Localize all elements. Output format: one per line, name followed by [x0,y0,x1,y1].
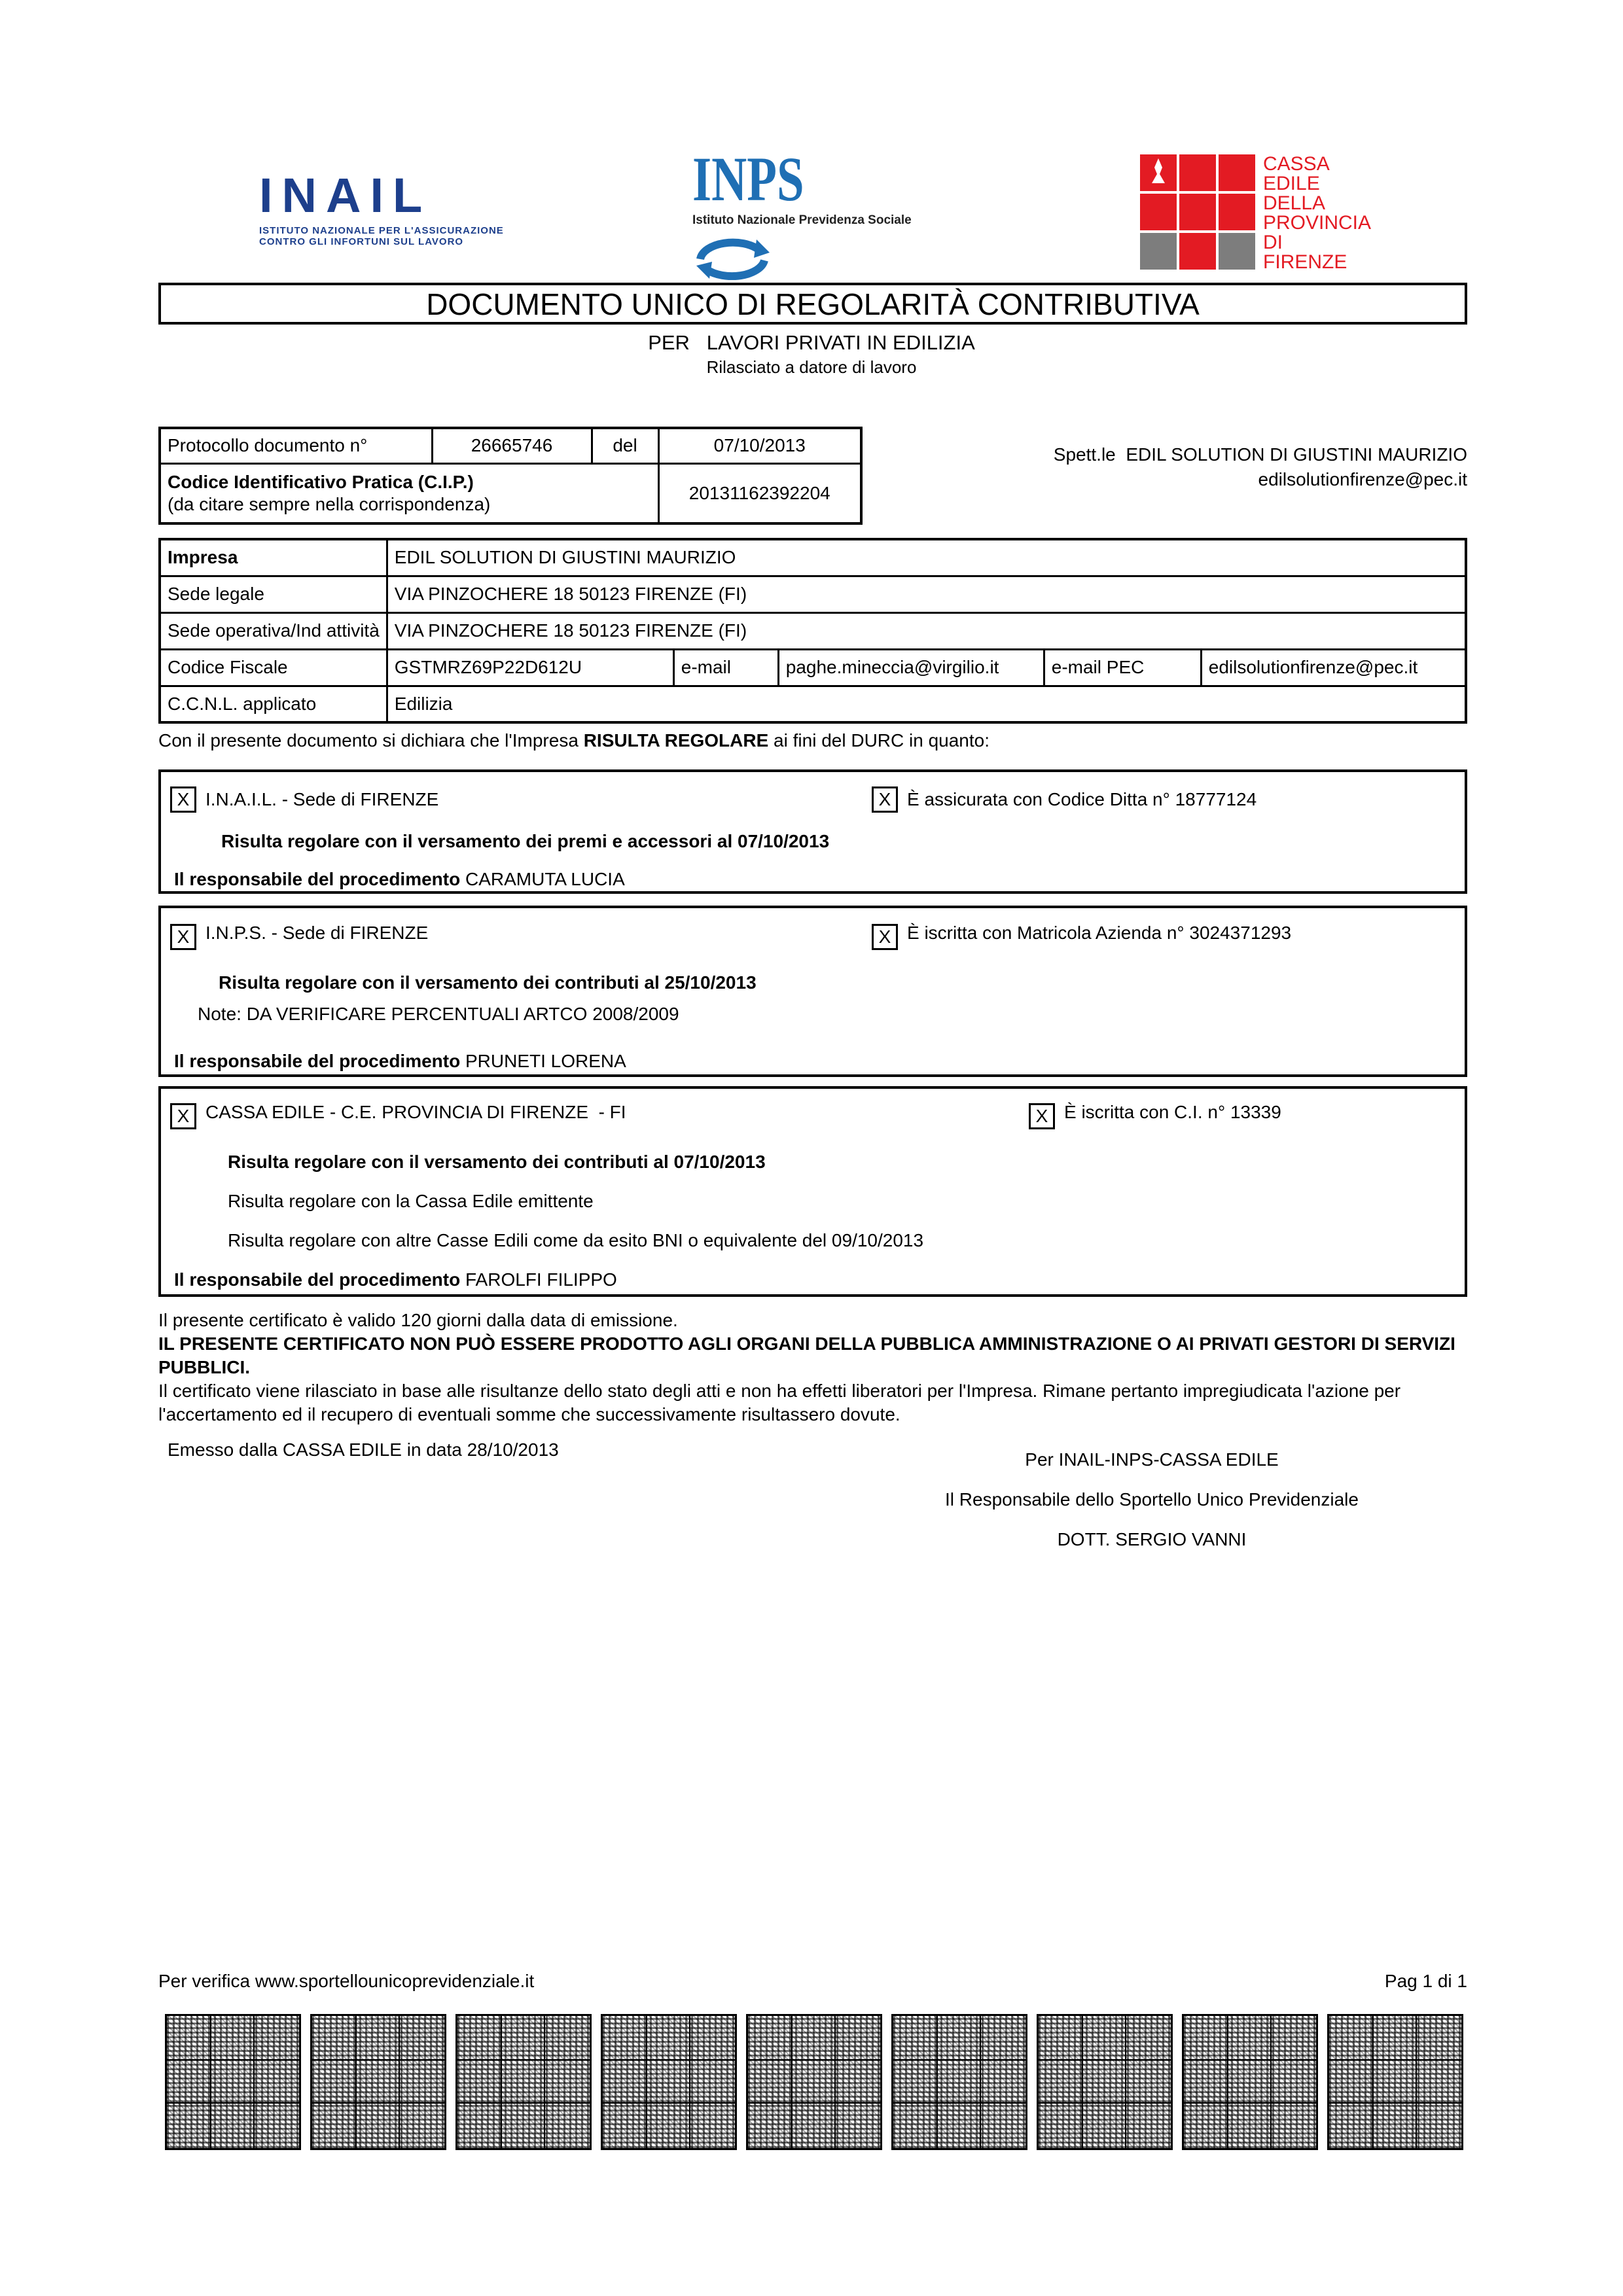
codice-fiscale-value: GSTMRZ69P22D612U [387,649,673,686]
inps-right-checkbox: X [872,924,898,950]
inps-note: Note: DA VERIFICARE PERCENTUALI ARTCO 2008/2009 [198,1004,679,1024]
signature-name: DOTT. SERGIO VANNI [1057,1529,1247,1549]
inail-logo-line1: ISTITUTO NAZIONALE PER L'ASSICURAZIONE [259,225,504,236]
ccnl-value: Edilizia [387,686,1466,722]
emission-date: Emesso dalla CASSA EDILE in data 28/10/2013 [168,1439,559,1460]
inail-resp-label: Il responsabile del procedimento [174,869,461,889]
cassa-logo-line: PROVINCIA [1263,212,1372,234]
inps-resp-label: Il responsabile del procedimento [174,1051,461,1071]
cassa-resp-label: Il responsabile del procedimento [174,1269,461,1290]
cassa-logo-line: DI [1263,232,1283,253]
sede-operativa-value: VIA PINZOCHERE 18 50123 FIRENZE (FI) [387,612,1466,649]
inail-section [158,769,1467,894]
verification-link[interactable]: Per verifica www.sportellounicoprevidenziale.it [158,1971,535,1991]
document-title: DOCUMENTO UNICO DI REGOLARITÀ CONTRIBUTIVA [426,287,1200,321]
inail-responsible [174,869,625,890]
recipient-prefix: Spett.le [1053,444,1116,465]
recipient-email: edilsolutionfirenze@pec.it [1258,469,1467,489]
declaration-text [158,730,990,751]
sede-legale-value: VIA PINZOCHERE 18 50123 FIRENZE (FI) [387,576,1466,612]
pec-value: edilsolutionfirenze@pec.it [1201,649,1466,686]
protocol-table [158,427,863,525]
inps-logo-subtitle: Istituto Nazionale Previdenza Sociale [692,213,912,227]
declaration-before: Con il presente documento si dichiara che l'Impresa [158,730,584,751]
inps-arrows-icon [694,233,772,280]
cip-value: 20131162392204 [658,463,861,523]
protocol-date: 07/10/2013 [658,428,861,463]
protocol-number: 26665746 [432,428,592,463]
codice-fiscale-label: Codice Fiscale [160,649,387,686]
barcode [601,2014,737,2150]
inps-responsible [174,1051,626,1072]
barcode [1037,2014,1173,2150]
signature-block [890,1439,1414,1559]
protocol-del-label: del [592,428,658,463]
cassa-resp-name: FAROLFI FILIPPO [465,1269,617,1290]
issued-to: Rilasciato a datore di lavoro [706,357,917,377]
email-value: paghe.mineccia@virgilio.it [778,649,1044,686]
inail-codice-ditta: È assicurata con Codice Ditta n° 18777124 [907,789,1257,809]
recipient-block [1054,442,1467,492]
cassa-emittente: Risulta regolare con la Cassa Edile emittente [228,1191,594,1211]
email-label: e-mail [673,649,778,686]
cassa-responsible [174,1269,617,1290]
cip-label-cell [160,463,658,523]
inail-logo-line2: CONTRO GLI INFORTUNI SUL LAVORO [259,236,464,247]
document-title-box [158,283,1467,325]
cassa-right-checkbox: X [1029,1103,1055,1129]
cassa-result: Risulta regolare con il versamento dei contributi al 07/10/2013 [228,1152,766,1172]
disclaimer-text: Il certificato viene rilasciato in base alle risultanze dello stato degli atti e non ha effetti liberatori per l'Impresa. Rimane pertanto impregiudicata l'azione per l'accertamento ed il recupero di eventuali somme che successivamente risultassero dovute. [158,1381,1401,1424]
validity-text: Il presente certificato è valido 120 giorni dalla data di emissione. [158,1310,678,1330]
sede-operativa-label: Sede operativa/Ind attività [160,612,387,649]
cip-note: (da citare sempre nella corrispondenza) [168,493,491,514]
impresa-label: Impresa [160,539,387,576]
cassa-logo-line: FIRENZE [1263,251,1347,273]
inail-resp-name: CARAMUTA LUCIA [465,869,625,889]
warning-text: IL PRESENTE CERTIFICATO NON PUÒ ESSERE PRODOTTO AGLI ORGANI DELLA PUBBLICA AMMINISTRAZIONE O AI PRIVATI GESTORI DI SERVIZI PUBBLICI. [158,1333,1455,1377]
inail-checkbox: X [170,786,196,813]
recipient-name-line [1054,442,1467,467]
inps-result: Risulta regolare con il versamento dei contributi al 25/10/2013 [219,972,757,993]
cassa-logo-line: CASSA [1263,153,1330,175]
footer-notes [158,1309,1467,1426]
purpose-label: PER [648,331,690,354]
cassa-altre-casse: Risulta regolare con altre Casse Edili come da esito BNI o equivalente del 09/10/2013 [228,1230,924,1250]
cip-label: Codice Identificativo Pratica (C.I.P.) [168,471,474,492]
purpose-value: LAVORI PRIVATI IN EDILIZIA [706,331,975,354]
cassa-edile-logo [1140,154,1376,272]
inps-resp-name: PRUNETI LORENA [465,1051,626,1071]
cassa-edile-logo-text [1263,154,1371,272]
inps-matricola: È iscritta con Matricola Azienda n° 3024371293 [907,923,1292,943]
recipient-name: EDIL SOLUTION DI GIUSTINI MAURIZIO [1126,444,1467,465]
ccnl-label: C.C.N.L. applicato [160,686,387,722]
cassa-edile-section [158,1086,1467,1297]
sede-legale-label: Sede legale [160,576,387,612]
barcode [1327,2014,1463,2150]
inps-logo [692,144,941,279]
barcode [310,2014,446,2150]
impresa-value: EDIL SOLUTION DI GIUSTINI MAURIZIO [387,539,1466,576]
cassa-edile-squares-icon [1140,154,1258,272]
inail-right-checkbox: X [872,786,898,813]
barcode [746,2014,882,2150]
inps-checkbox: X [170,924,196,950]
barcode [165,2014,301,2150]
document-purpose [0,331,1623,355]
signature-role: Il Responsabile dello Sportello Unico Previdenziale [945,1489,1359,1510]
cassa-office: CASSA EDILE - C.E. PROVINCIA DI FIRENZE - FI [205,1102,626,1122]
signature-per: Per INAIL-INPS-CASSA EDILE [1025,1449,1279,1470]
inps-section [158,906,1467,1077]
barcode [891,2014,1027,2150]
declaration-after: ai fini del DURC in quanto: [768,730,990,751]
cassa-ci-number: È iscritta con C.I. n° 13339 [1064,1102,1281,1122]
pec-label: e-mail PEC [1044,649,1201,686]
inail-result: Risulta regolare con il versamento dei premi e accessori al 07/10/2013 [221,831,830,851]
company-table [158,538,1467,724]
barcode [455,2014,592,2150]
declaration-status: RISULTA REGOLARE [583,730,769,751]
inps-office: I.N.P.S. - Sede di FIRENZE [205,923,429,943]
inail-office: I.N.A.I.L. - Sede di FIRENZE [205,789,439,809]
inail-logo [259,168,508,256]
inail-logo-wordmark: INAIL [259,168,432,222]
protocol-label: Protocollo documento n° [160,428,432,463]
barcode [1182,2014,1318,2150]
cassa-logo-line: DELLA [1263,192,1326,214]
page-number: Pag 1 di 1 [1384,1971,1467,1991]
cassa-logo-line: EDILE [1263,173,1320,194]
cassa-checkbox: X [170,1103,196,1129]
inps-logo-wordmark: INPS [692,144,804,214]
